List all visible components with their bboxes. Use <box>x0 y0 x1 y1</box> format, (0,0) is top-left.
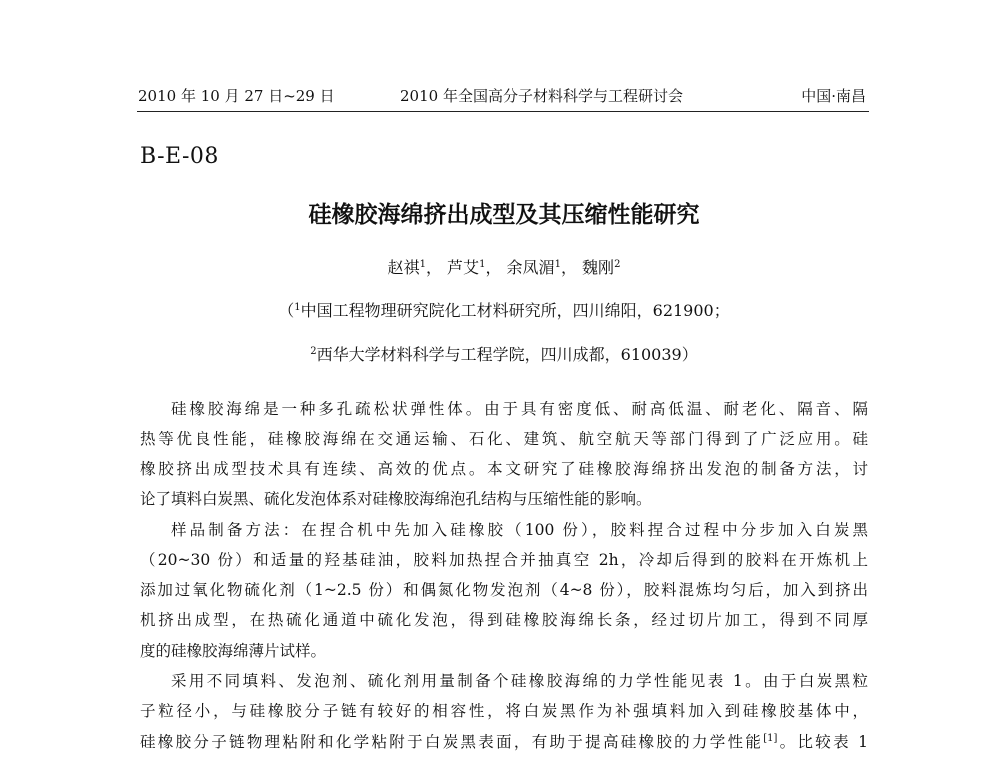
citation-ref: [1] <box>763 733 778 744</box>
body-line-tail: 。比较表 1 <box>777 733 868 751</box>
body-line: 添加过氧化物硫化剂（1~2.5 份）和偶氮化物发泡剂（4~8 份），胶料混炼均匀后，加入到挤出 <box>140 581 868 599</box>
body-line: 采用不同填料、发泡剂、硫化剂用量制备个硅橡胶海绵的力学性能见表 1。由于白炭黑粒 <box>171 672 868 690</box>
running-header <box>138 85 866 107</box>
body-line: 橡胶挤出成型技术具有连续、高效的优点。本文研究了硅橡胶海绵挤出发泡的制备方法，讨 <box>140 460 868 478</box>
author-affil-mark: 1 <box>419 259 426 270</box>
body-line: 样品制备方法：在捏合机中先加入硅橡胶（100 份），胶料捏合过程中分步加入白炭黑 <box>171 521 868 539</box>
body-line: 热等优良性能，硅橡胶海绵在交通运输、石化、建筑、航空航天等部门得到了广泛应用。硅 <box>140 430 868 448</box>
author-affil-mark: 1 <box>554 259 561 270</box>
author-affil-mark: 1 <box>479 259 486 270</box>
affiliation-open-paren: （ <box>278 301 295 320</box>
author-name: 余凤湄 <box>506 258 555 277</box>
affiliation-mark: 1 <box>294 302 301 313</box>
body-line: 度的硅橡胶海绵薄片试样。 <box>140 642 327 660</box>
header-location: 中国·南昌 <box>801 87 866 105</box>
affiliation-text: 西华大学材料科学与工程学院，四川成都，610039） <box>316 345 698 364</box>
affiliation-2 <box>138 343 870 367</box>
body-line: （20~30 份）和适量的羟基硅油，胶料加热捏合并抽真空 2h，冷却后得到的胶料在开炼机上 <box>140 551 868 569</box>
author-name: 芦艾 <box>447 258 480 277</box>
body-line: 硅橡胶海绵是一种多孔疏松状弹性体。由于具有密度低、耐高低温、耐老化、隔音、隔 <box>171 400 868 418</box>
author-affil-mark: 2 <box>614 259 621 270</box>
author-separator: ， <box>560 258 577 277</box>
header-conference: 2010 年全国高分子材料科学与工程研讨会 <box>400 87 683 105</box>
body-line: 论了填料白炭黑、硫化发泡体系对硅橡胶海绵泡孔结构与压缩性能的影响。 <box>140 490 652 508</box>
header-date: 2010 年 10 月 27 日~29 日 <box>138 87 335 105</box>
affiliation-mark: 2 <box>310 346 317 357</box>
author-separator: ， <box>425 258 442 277</box>
author-name: 魏刚 <box>582 258 615 277</box>
author-separator: ， <box>485 258 502 277</box>
body-line <box>140 730 868 754</box>
author-name: 赵祺 <box>387 258 420 277</box>
body-line: 子粒径小，与硅橡胶分子链有较好的相容性，将白炭黑作为补强填料加入到硅橡胶基体中， <box>140 702 868 720</box>
affiliation-text: 中国工程物理研究院化工材料研究所，四川绵阳，621900； <box>300 301 730 320</box>
affiliation-1 <box>138 299 870 323</box>
body-line: 机挤出成型，在热硫化通道中硫化发泡，得到硅橡胶海绵长条，经过切片加工，得到不同厚 <box>140 611 868 629</box>
body-line-text: 硅橡胶分子链物理粘附和化学粘附于白炭黑表面，有助于提高硅橡胶的力学性能 <box>140 733 764 751</box>
header-divider <box>137 111 869 112</box>
author-list <box>138 256 870 280</box>
paper-id: B-E-08 <box>140 144 219 169</box>
paper-title: 硅橡胶海绵挤出成型及其压缩性能研究 <box>308 202 700 228</box>
